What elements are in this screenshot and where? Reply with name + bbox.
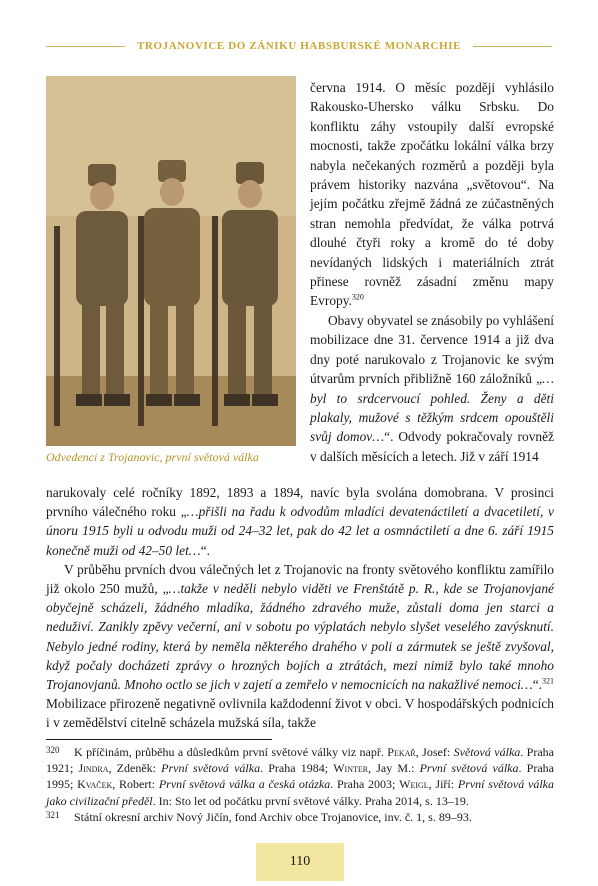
paragraph	[310, 78, 554, 311]
footnote-text: . Praha 2003;	[330, 777, 400, 792]
footnote-text: . In: Sto let od počátku první světové války. Praha 2014, s. 13–19.	[152, 793, 469, 808]
work-title: Světová válka	[453, 745, 521, 759]
footnote	[46, 809, 554, 825]
footnote-number: 320	[46, 745, 60, 755]
paragraph-text: Mobilizace přirozeně negativně ovlivnila každodenní život v obci. V hospodářských podnicích i v zemědělství citelně scházela mužská síla, takže	[46, 696, 554, 731]
paragraph-text: Obavy obyvatel se znásobily po vyhlášení mobilizace dne 31. července 1914 a již dva dny poté narukovalo z Trojanovic ke svým útvarům prvních přibližně 160 záložníků „	[310, 312, 554, 387]
footnote-text: Státní okresní archiv Nový Jičín, fond Archiv obce Trojanovice, inv. č. 1, s. 89–93.	[74, 809, 472, 824]
paragraph-text: V průběhu prvních dvou válečných let z Trojanovic na fronty světového konfliktu zamířilo již okolo 250 mužů, „	[46, 561, 554, 597]
paragraph-text: “. Odvody pokračovaly rovněž v dalších měsících a letech. Již v září 1914	[310, 429, 554, 464]
footnote-number: 321	[46, 809, 60, 820]
paragraph	[310, 311, 554, 466]
running-header	[46, 36, 552, 56]
work-title: První světová válka	[161, 761, 261, 776]
running-header-title: TROJANOVICE DO ZÁNIKU HABSBURSKÉ MONARCHIE	[136, 40, 462, 52]
author-name: Pekař	[387, 745, 416, 759]
work-title: První světová válka jako civilizační předěl	[46, 777, 554, 808]
right-column-text	[310, 78, 554, 466]
footnote	[46, 744, 554, 809]
author-name: Jindra	[78, 761, 109, 776]
soldiers-photo-drawing	[46, 76, 296, 446]
footnote-ref: 320	[351, 293, 364, 302]
footnotes	[46, 744, 554, 825]
quotation: …přišli na řadu k odvodům mladíci devatenáctiletí a dvacetiletí, v únoru 1915 byli u odvodu muži od 24–32 let, pak do 42 let a osmnáctiletí a dne 6. září 1915 konečně muži od 42–50 let…	[46, 504, 554, 558]
footnote-text: , Josef:	[415, 745, 454, 759]
footnote-ref: 321	[542, 676, 554, 686]
footnote-text: , Robert:	[112, 777, 159, 792]
footnote-text: , Jay M.:	[368, 761, 420, 776]
header-rule-left	[46, 46, 125, 47]
footnote-text: . Praha 1984;	[260, 761, 334, 776]
quotation: …takže v neděli nebylo viděti ve Frenštátě p. R., kde se Trojanovjané obyčejně scházeli, žádného mladíka, žádného zdravého muže, zůstali doma jen starci a neduživí. Zanikly zpěvy večerní, ani v sobotu po výplatách nebylo slyšet veselého zavýsknutí. Nebylo jedné rodiny, která by neměla některého drahého v poli a zármutek se ještě zvyšoval, když počaly docházeti zprávy o hrozných bojích a ztrátách, mezi nimiž bylo také mnoho Trojanovjanů. Mnoho octlo se jich v zajetí a zemřelo v nemocnicích na nakažlivé nemoci…	[46, 581, 554, 693]
work-title: První světová válka a česká otázka	[158, 777, 331, 792]
main-text	[46, 483, 554, 733]
author-name: Kvaček	[77, 777, 113, 792]
footnote-text: , Jiří:	[428, 777, 458, 792]
paragraph-text: “.	[200, 542, 211, 558]
footnote-text: K příčinám, průběhu a důsledkům první světové války viz např.	[74, 745, 388, 759]
paragraph	[46, 560, 554, 733]
paragraph-text: června 1914. O měsíc později vyhlásilo Rakousko-Uhersko válku Srbsku. Do konfliktu záhy vstoupily další evropské mocnosti, takže zpočátku lokální válka brzy nabyla nečekaných rozměrů a později byla právem historiky nazvána „světovou“. Na jejím počátku zřejmě žádná ze zúčastněných stran nemohla předvídat, že válka potrvá dlouhé čtyři roky a kromě do té doby nevídaných lidských i materiálních ztrát přinese rovněž zásadní změnu mapy Evropy.	[310, 80, 554, 309]
paragraph	[46, 483, 554, 560]
page-number-box	[256, 843, 344, 881]
footnote-text: , Zdeněk:	[108, 761, 162, 776]
footnote-text: . Praha 1921;	[46, 745, 554, 776]
paragraph-text: “.	[532, 677, 542, 693]
author-name: Weigl	[399, 777, 429, 792]
footnote-divider	[46, 739, 272, 740]
page-number: 110	[289, 854, 311, 869]
footnote-text: . Praha 1995;	[46, 761, 554, 792]
header-rule-right	[473, 46, 552, 47]
photo-caption: Odvedenci z Trojanovic, první světová válka	[46, 450, 259, 464]
work-title: První světová válka	[419, 761, 519, 776]
paragraph-text: narukovaly celé ročníky 1892, 1893 a 1894, navíc byla svolána domobrana. V prosinci prvního válečného roku „	[46, 485, 554, 520]
quotation: …byl to srdcervoucí pohled. Ženy a děti plakaly, mužové s těžkým srdcem opouštěli svůj domov…	[310, 371, 554, 445]
author-name: Winter	[333, 761, 369, 776]
soldiers-photo	[46, 76, 296, 446]
